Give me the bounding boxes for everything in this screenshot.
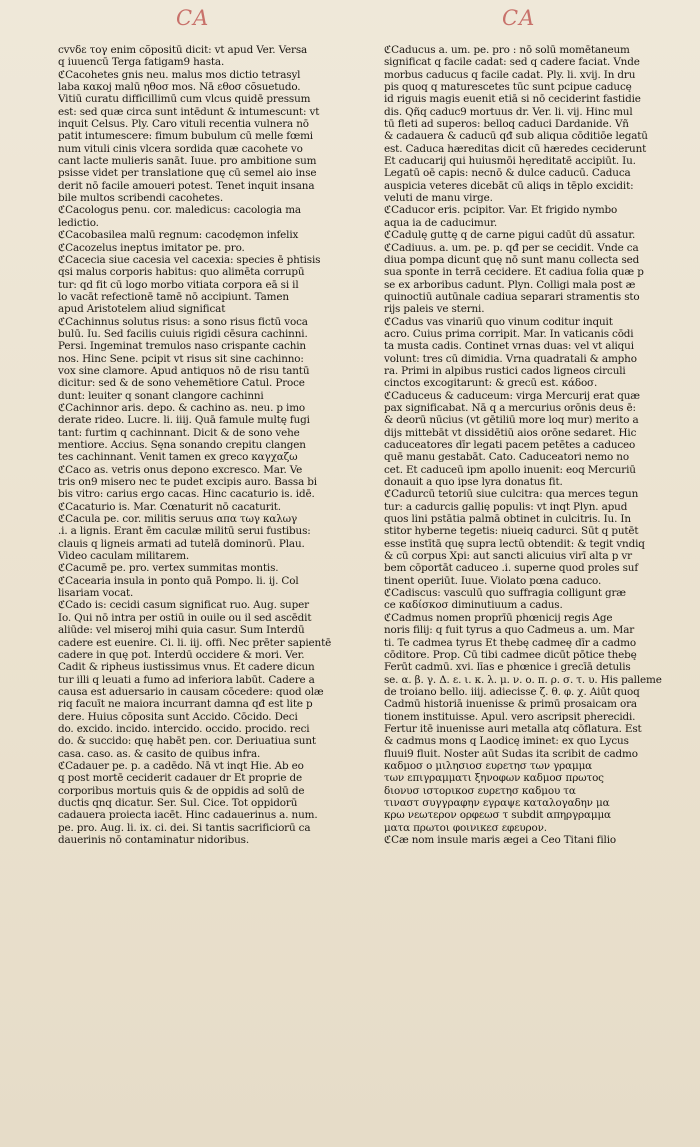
text-line: bem cōportāt caduceo .i. superne quod proles suf [384,562,639,575]
text-line: cinctos excogitarunt: & grecū est. κάδοσ. [384,377,598,390]
text-line: ti. Te cadmea tyrus Et thebę cadmeę dīr a cadmo [384,636,636,649]
text-line: ℭCadiscus: vasculū quo suffragia colligunt græ [384,587,626,600]
text-line: diua pompa dicunt quę nō sunt manu collecta sed [384,253,640,266]
text-line: Vitiū curatu difficillimū cum vlcus quidē pressum [58,93,311,106]
text-line: se. α. β. γ. Δ. ε. ι. κ. λ. μ. ν. ο. π. ρ. σ. τ. υ. His palleme [384,673,662,686]
text-line: bis vitro: carius ergo cacas. Hinc cacaturio is. idē. [58,488,315,501]
text-line: caduceatores dīr legati pacem petētes a caduceo [384,439,636,451]
text-line: patit intumescere: fimum bubulum cū melle fœmi [58,130,313,143]
text-line: & cū corpus Xpi: aut sancti alicuius virī alta p vr [384,550,632,563]
text-line: tur illi q leuati a fumo ad inferiora labūt. Cadere a [58,673,315,686]
text-line: dijs mittebāt vt dissidētiū aios orōne sedaret. Hic [384,426,637,439]
text-line: διονυσ ιστορικοσ ευρετησ καδμου τα [384,784,576,797]
text-line: ℭCaduceus & caduceum: virga Mercurij erat quæ [384,389,640,402]
text-line: lisariam vocat. [58,587,134,600]
text-line: ra. Primi in alpibus rustici cados ligneos circuli [384,364,626,377]
text-line: Io. Qui nō intra per ostiū in ouile ou il sed ascēdit [58,611,312,624]
text-line: ℭCacecia siue cacesia vel cacexia: species ē phtisis [58,253,321,266]
text-column-right [384,44,676,846]
text-line: dere. Huius cōposita sunt Accido. Cōcido. Deci [58,710,298,723]
text-line: quē manu gestabāt. Cato. Caduceatori nemo no [384,451,629,464]
text-line: quinoctiū autūnale cadiua separari stramentis sto [384,290,640,303]
text-line: ματα πρωτοι φοινικεσ εφευρον. [384,821,547,834]
text-line: cant lacte mulieris sanāt. Iuue. pro ambitione sum [58,155,317,168]
text-line: q iuuencū Terga fatigam9 hasta. [58,56,225,69]
text-line: bulū. Iu. Sed facilis cuiuis rigidi cēsura cachinni. [58,327,308,340]
text-line: ℭCadus vas vinariū quo vinum coditur inquit [384,315,613,328]
text-line: Video caculam militarem. [58,550,190,563]
text-line: dunt: leuiter q sonant clangore cachinni [58,389,264,402]
text-line: fluui9 fluit. Noster aūt Sudas ita scribit de cadmo [384,747,638,760]
text-line: de troiano bello. iiij. adiecisse ζ. θ. φ. χ. Aiūt quoq [384,685,640,698]
text-line: dicitur: sed & de sono vehemētiore Catul. Proce [58,377,305,390]
text-line: esse instītā quę supra lectū obtendit: & tegit vndiq [384,537,645,550]
text-line: ledictio. [58,216,99,229]
text-line: ℭCadiuus. a. um. pe. p. qđ per se cecidit. Vnde ca [384,241,639,254]
text-line: ℭCaco as. vetris onus depono excresco. Mar. Ve [58,463,303,476]
text-line: tur: a cadurcis gallię populis: vt inqt Plyn. apud [384,500,628,513]
text-line: noris filij: q fuit tyrus a quo Cadmeus a. um. Mar [384,624,635,637]
text-line: pe. pro. Aug. li. ix. ci. dei. Si tantis sacrificiorū ca [58,821,311,834]
text-line: ℭCaducus a. um. pe. pro : nō solū momētaneum [384,44,630,56]
text-line: ℭCacobasilea malū regnum: cacodęmon infelix [58,229,299,242]
text-line: veluti de manu virge. [384,192,493,205]
text-line: do. excido. incido. intercido. occido. procido. reci [58,722,310,735]
text-line: ℭCacula pe. cor. militis seruus απα τωγ καλωγ [58,513,298,526]
text-line: Fertur itē inuenisse auri metalla atq cōflatura. Est [384,722,642,735]
text-line: id riguis magis euenit etiā si nō ceciderint fastidie [384,93,641,106]
text-line: ℭCadurcū tetoriū siue culcitra: qua merces tegun [384,488,639,501]
text-line: καδμοσ ο μιλησιοσ ευρετησ των γραμμα [384,759,593,772]
text-line: tinent operiūt. Iuue. Violato pœna caduco. [384,574,602,587]
text-line: ℭCacozelus ineptus imitator pe. pro. [58,241,245,254]
text-line: ℭCadmus nomen proprīū phœnicij regis Age [384,611,613,624]
text-line: ℭCachinnor aris. depo. & cachino as. neu. p imo [58,401,306,414]
text-line: cōditore. Prop. Cū tibi cadmee dicūt pōtice thebę [384,648,637,661]
text-line: corporibus mortuis quis & de oppidis ad solū de [58,784,305,797]
text-line: vox sine clamore. Apud antiquos nō de risu tantū [58,364,310,377]
text-line: significat q facile cadat: sed q cadere faciat. Vnde [384,56,640,69]
text-line: ℭCachinnus solutus risus: a sono risus fictū voca [58,315,308,328]
text-line: est. Caduca hæreditas dicit cū hæredes ceciderunt [384,142,647,155]
text-line: .i. a lignis. Erant ēm caculæ militū serui fustibus: [58,525,311,538]
text-line: των επιγραμματι ξηνοφων καδμοσ πρωτος [384,772,604,785]
text-line: casa. caso. as. & casito de quibus infra. [58,747,261,760]
text-line: inquit Celsus. Ply. Caro vituli recentia vulnera nō [58,118,309,131]
text-line: auspicia veteres dicebāt cū aliqs in tēplo excidit: [384,179,634,192]
text-line: ℭCadulę guttę q de carne pigui cadūt dū assatur. [384,229,636,242]
text-line: laba κακοϳ malū ηθοσ mos. Nā εθοσ cõsuetudo. [58,81,301,94]
running-head-left: CA [176,6,210,30]
text-line: psisse videt per translatione quę cū semel aio inse [58,167,317,180]
text-line: sua sponte in terrā cecidere. Et cadiua folia quæ p [384,266,644,279]
text-line: cadere est euenire. Ci. li. iij. offi. Nec prēter sapientē [58,636,332,649]
text-line: tionem instituisse. Apul. vero ascripsit pherecidi. [384,710,636,723]
text-line: tant: furtim q cachinnant. Dicit & de sono vehe [58,426,300,439]
text-line: ℭCæ nom insule maris ægei a Ceo Titani filio [384,834,616,846]
text-line: dis. Qñq caduc9 mortuus dr. Ver. li. vij. Hinc mul [384,105,633,118]
text-line: ℭCadauer pe. p. a cadēdo. Nā vt inqt Hie. Ab eo [58,759,304,772]
text-line: stitor hyberne tegetis: niueiq cadurci. Sūt q putēt [384,525,639,538]
text-line: tris on9 misero nec te pudet excipis auro. Bassa bi [58,476,317,489]
text-line: riq facuīt ne maiora incurrant damna qđ est lite p [58,698,313,711]
text-line: ℭCacearia insula in ponto quā Pompo. li. ij. Col [58,574,299,587]
text-line: Ferūt cadmū. xvi. līas e phœnice i grecīā detulis [384,661,631,674]
text-line: lo vacāt refectionē tamē nō accipiunt. Tamen [58,290,289,303]
text-line: Cadmū historiā inuenisse & primū prosaicam ora [384,698,637,711]
text-line: Persi. Ingeminat tremulos naso crispante cachin [58,340,306,353]
text-line: ℭCacaturio is. Mar. Cœnaturit nō cacaturit. [58,500,281,513]
text-line: ta musta cadis. Continet vrnas duas: vel vt aliqui [384,340,634,353]
text-line: tur: qd fit cū logo morbo vitiata corpora eā si il [58,278,299,291]
text-line: & deorū nūcius (vt gētiliū more loq mur) merito a [384,414,639,427]
text-line: Legatū oē capis: necnō & dulce caducū. Caduca [384,167,631,180]
text-line: ℭCacologus penu. cor. maledicus: cacologia ma [58,204,301,217]
text-line: clauis q ligneis armati ad tutelā dominorū. Plau. [58,537,305,550]
text-line: ce καδίσκοσ diminutiuum a cadus. [384,599,563,612]
text-line: dauerinis nō contaminatur nidoribus. [58,834,250,846]
text-line: volunt: tres cū dimidia. Vrna quadratali & ampho [384,352,637,365]
text-line: ℭCaducor eris. pcipitor. Var. Et frigido nymbo [384,204,618,217]
text-line: se ex arboribus cadunt. Plyn. Colligi mala post æ [384,278,636,291]
text-line: morbus caducus q facile cadat. Ply. li. xvij. In dru [384,68,636,81]
text-line: derate rideo. Lucre. li. iiij. Quā famule multę fugi [58,414,310,427]
text-line: cet. Et caduceū ipm apollo inuenit: eoq Mercuriū [384,463,636,476]
text-line: & cadmus mons q Laodicę iminet: ex quo Lycus [384,735,629,748]
text-line: cvvδε τογ enim cõpositū dicit: vt apud Ver. Versa [58,44,308,56]
text-line: ℭCacohetes gnis neu. malus mos dictio tetrasyl [58,68,301,81]
text-line: κρω νεωτερον ορφεωσ τ subdit απηργραμμα [384,809,611,822]
text-line: cadere in quę pot. Interdū occidere & mori. Ver. [58,648,305,661]
text-line: rijs paleis ve sterni. [384,303,485,316]
running-head-right: CA [502,6,536,30]
text-line: q post mortē ceciderit cadauer dr Et proprie de [58,772,303,785]
text-line: qsi malus corporis habitus: quo alimēta corrupū [58,266,305,279]
text-line: Cadit & ripheus iustissimus vnus. Et cadere dicun [58,661,315,674]
text-line: derit nō facile amoueri potest. Tenet inquit insana [58,179,315,192]
text-line: Et caducarij qui huiusmōi hęreditatē accipiūt. Iu. [384,155,636,168]
text-line: & cadauera & caducū qđ sub aliqua cōditiōe legatū [384,130,648,143]
text-line: causa est aduersario in causam cōcedere: quod olæ [58,685,324,698]
text-line: tes cachinnant. Venit tamen ex greco καγχαζω [58,451,298,464]
text-line: aliūde: vel miseroj mihi quia casur. Sum Interdū [58,624,305,637]
text-line: nos. Hinc Sene. pcipit vt risus sit sine cachinno: [58,352,304,365]
text-line: do. & succido: quę habēt pen. cor. Deriuatiua sunt [58,735,316,748]
text-line: ℭCacumē pe. pro. vertex summitas montis. [58,562,279,575]
text-line: est: sed quæ circa sunt intēdunt & intumescunt: vt [58,105,320,118]
text-line: pax significabat. Nā q a mercurius orōnis deus ē: [384,401,636,414]
text-line: bile multos scribendi cacohetes. [58,192,223,205]
text-column-left [58,44,364,846]
text-line: num vituli cinis vlcera sordida quæ cacohete vo [58,142,303,155]
text-line: pis quoq q maturescetes tūc sunt pcipue caducę [384,81,632,94]
text-line: apud Aristotelem aliud significat [58,303,226,316]
text-line: ℭCado is: cecidi casum significat ruo. Aug. super [58,599,309,612]
text-line: ductis qnq dicatur. Ser. Sul. Cice. Tot oppidorū [58,796,298,809]
text-line: acro. Cuius prima corripit. Mar. In vaticanis cōdi [384,327,634,340]
text-line: τιναστ συγγραφην εγραψε καταλογαδην μα [384,796,610,809]
text-line: aqua ia de caducimur. [384,216,497,229]
text-line: tū fleti ad superos: belloq caduci Dardanide. Vñ [384,118,629,131]
text-line: donauit a quo ipse lyra donatus fit. [384,476,563,489]
text-line: cadauera proiecta iacēt. Hinc cadauerinus a. num. [58,809,318,822]
text-line: mentiore. Accius. Sęna sonando crepitu clangen [58,439,306,451]
text-line: quos lini pstātia palmā obtinet in culcitris. Iu. In [384,513,631,526]
